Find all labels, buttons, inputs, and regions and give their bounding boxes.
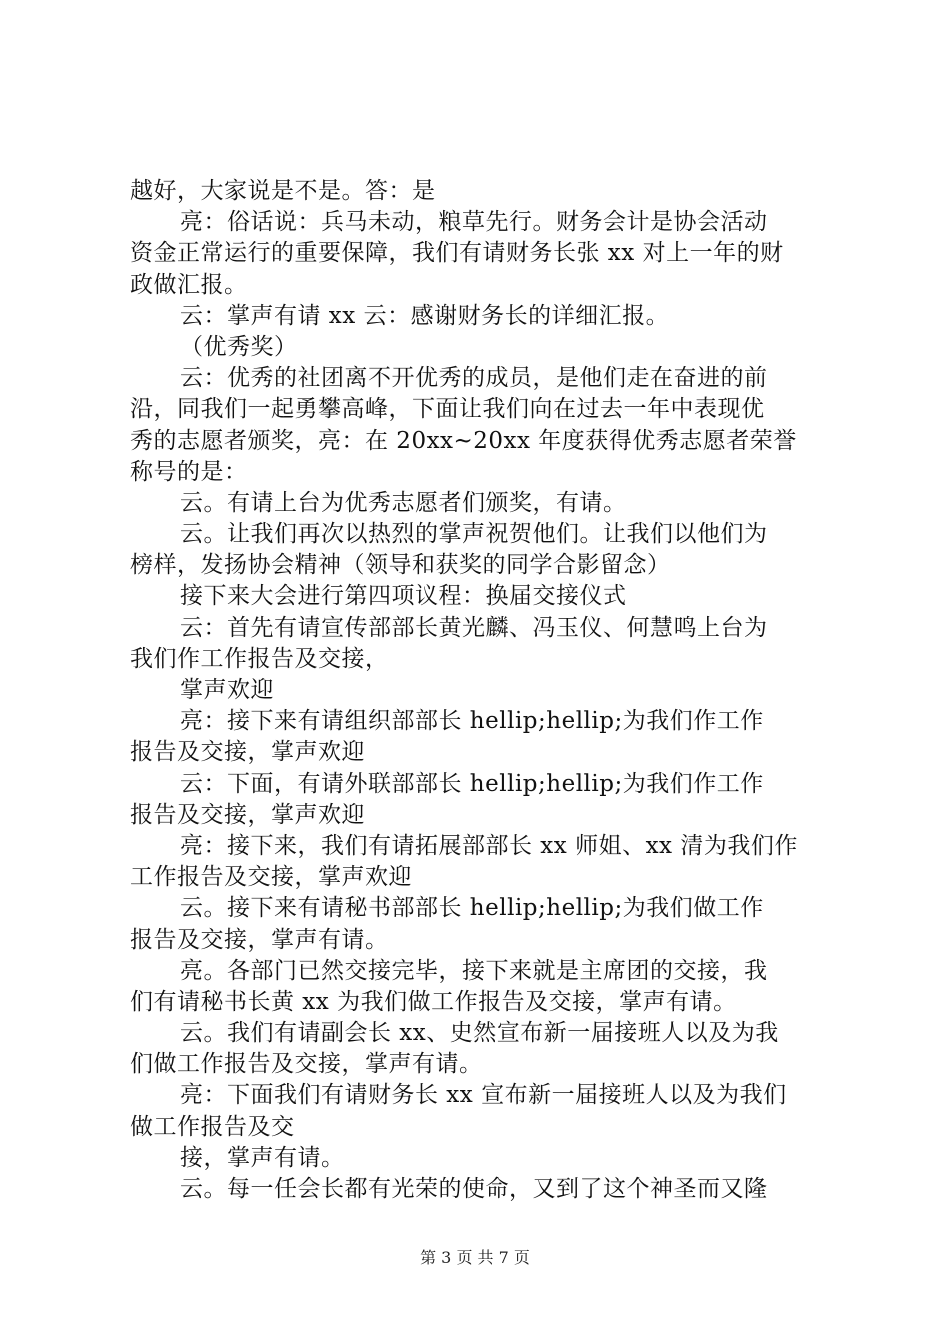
- text-line: 们做工作报告及交接，掌声有请。: [130, 1051, 483, 1078]
- text-line: 云。接下来有请秘书部部长 hellip;hellip;为我们做工作: [180, 895, 764, 922]
- text-line: 们有请秘书长黄 xx 为我们做工作报告及交接，掌声有请。: [130, 988, 737, 1015]
- text-line: 云。每一任会长都有光荣的使命，又到了这个神圣而又隆: [180, 1176, 768, 1202]
- text-line: 报告及交接，掌声欢迎: [130, 739, 365, 766]
- text-line: 云：优秀的社团离不开优秀的成员，是他们走在奋进的前: [180, 365, 768, 392]
- text-line: 云：下面，有请外联部部长 hellip;hellip;为我们作工作: [180, 770, 764, 797]
- text-line: 亮：俗话说：兵马未动，粮草先行。财务会计是协会活动: [180, 209, 768, 236]
- body-text: [130, 176, 830, 1205]
- text-line: 称号的是：: [130, 458, 248, 485]
- page-footer: 第 3 页 共 7 页: [420, 1248, 530, 1267]
- text-line: 亮。各部门已然交接完毕，接下来就是主席团的交接，我: [180, 957, 768, 984]
- text-line: 接，掌声有请。: [180, 1144, 345, 1171]
- text-line: 越好，大家说是不是。答：是: [130, 178, 436, 204]
- text-line: 榜样，发扬协会精神（领导和获奖的同学合影留念）: [130, 552, 671, 579]
- text-line: 沿，同我们一起勇攀高峰，下面让我们向在过去一年中表现优: [130, 396, 765, 423]
- text-line: 资金正常运行的重要保障，我们有请财务长张 xx 对上一年的财: [130, 240, 784, 267]
- text-line: 云。有请上台为优秀志愿者们颁奖，有请。: [180, 489, 627, 516]
- text-line: 亮：接下来有请组织部部长 hellip;hellip;为我们作工作: [180, 708, 764, 735]
- text-line: 亮：接下来，我们有请拓展部部长 xx 师姐、xx 清为我们作: [180, 832, 798, 859]
- text-line: 报告及交接，掌声欢迎: [130, 801, 365, 828]
- text-line: 秀的志愿者颁奖，亮：在 20xx~20xx 年度获得优秀志愿者荣誉: [130, 427, 797, 454]
- text-line: 云。我们有请副会长 xx、史然宣布新一届接班人以及为我: [180, 1020, 779, 1047]
- text-line: 云：首先有请宣传部部长黄光麟、冯玉仪、何慧鸣上台为: [180, 614, 768, 641]
- text-line: 接下来大会进行第四项议程：换届交接仪式: [180, 583, 627, 610]
- text-line: 亮：下面我们有请财务长 xx 宣布新一届接班人以及为我们: [180, 1082, 787, 1109]
- text-line: 报告及交接，掌声有请。: [130, 926, 389, 953]
- text-line: 云：掌声有请 xx 云：感谢财务长的详细汇报。: [180, 302, 670, 329]
- text-line: 做工作报告及交: [130, 1113, 295, 1140]
- text-line: 我们作工作报告及交接，: [130, 645, 389, 672]
- text-line: 掌声欢迎: [180, 677, 274, 703]
- text-line: 工作报告及交接，掌声欢迎: [130, 864, 412, 891]
- text-line: （优秀奖）: [180, 333, 298, 360]
- text-line: 云。让我们再次以热烈的掌声祝贺他们。让我们以他们为: [180, 521, 768, 548]
- text-line: 政做汇报。: [130, 271, 248, 298]
